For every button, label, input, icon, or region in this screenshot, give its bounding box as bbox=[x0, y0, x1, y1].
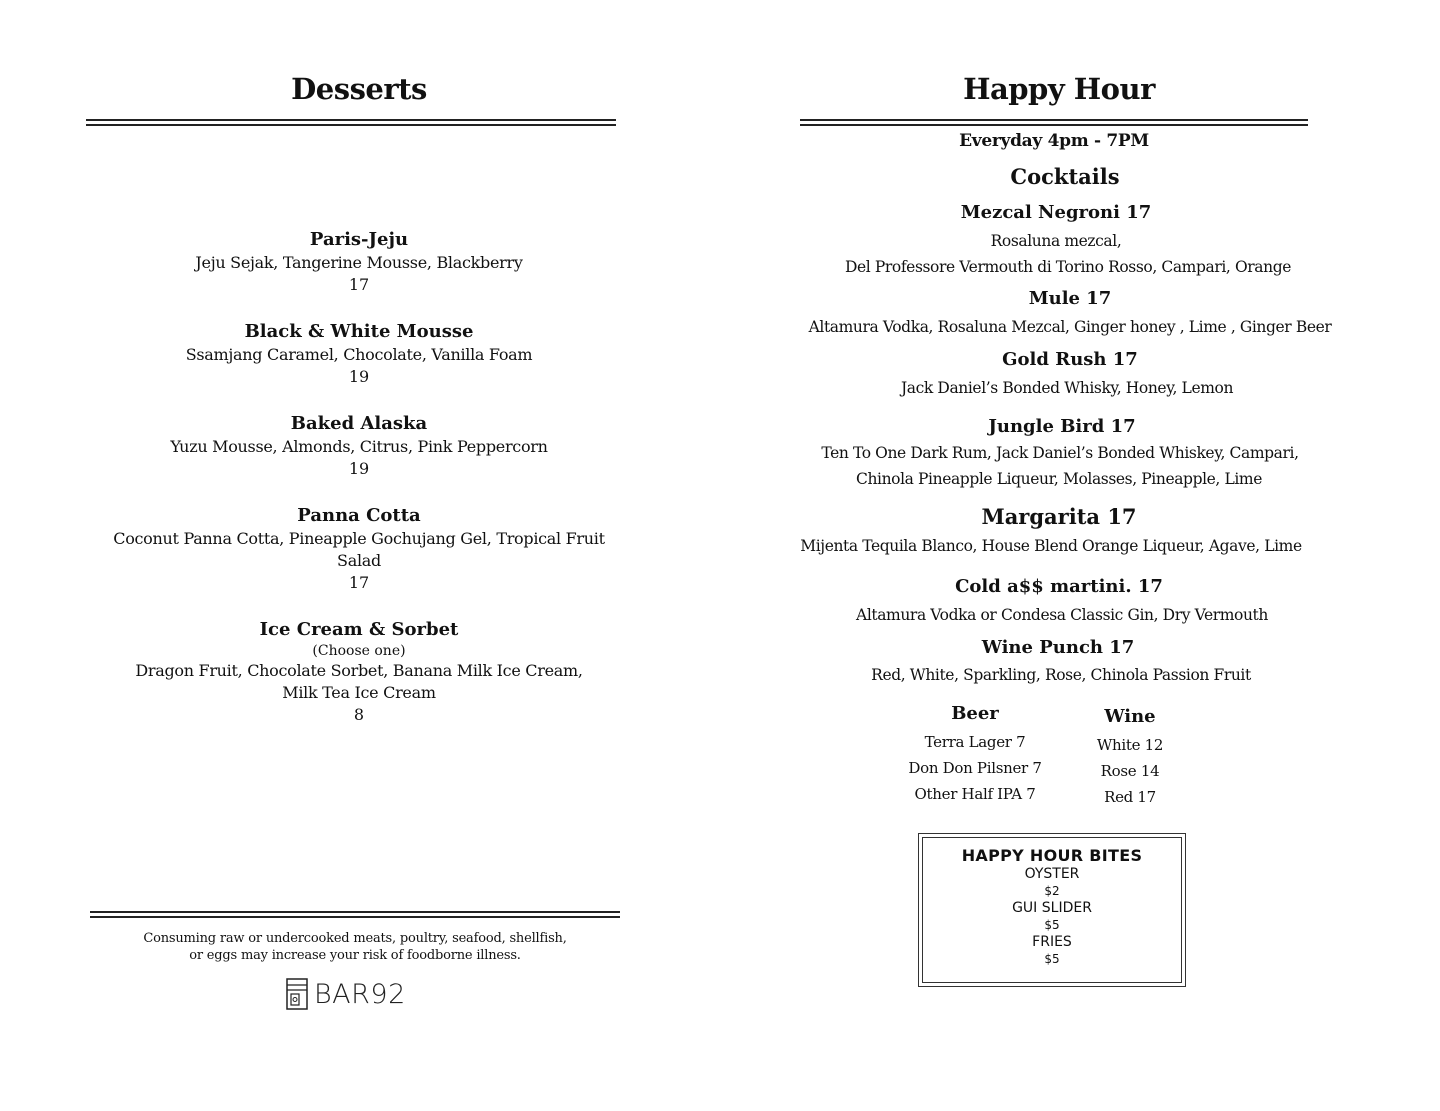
cocktail-description: Mijenta Tequila Blanco, House Blend Orange Liqueur, Agave, Lime bbox=[800, 537, 1302, 555]
happy-hour-bites-box bbox=[918, 833, 1186, 987]
wine-column bbox=[1070, 705, 1190, 810]
happy-hour-title: Happy Hour bbox=[963, 72, 1155, 106]
dessert-item bbox=[90, 412, 628, 480]
desserts-title-rule-top bbox=[86, 119, 616, 121]
happy-hour-schedule: Everyday 4pm - 7PM bbox=[959, 131, 1149, 151]
cocktail-name: Wine Punch 17 bbox=[981, 637, 1135, 658]
dessert-description: Jeju Sejak, Tangerine Mousse, Blackberry bbox=[195, 253, 523, 272]
cocktail-description: Ten To One Dark Rum, Jack Daniel’s Bonded Whiskey, Campari, bbox=[821, 444, 1299, 462]
footer-rule-bottom bbox=[90, 916, 620, 918]
wine-item: Red 17 bbox=[1104, 788, 1156, 806]
cocktail-name: Mule 17 bbox=[1028, 288, 1112, 309]
bites-title: HAPPY HOUR BITES bbox=[961, 846, 1143, 865]
cocktail-description: Altamura Vodka or Condesa Classic Gin, Dry Vermouth bbox=[856, 606, 1268, 624]
dessert-price: 8 bbox=[353, 705, 365, 724]
dessert-name: Baked Alaska bbox=[290, 413, 428, 434]
bite-name: OYSTER bbox=[1024, 866, 1080, 882]
bar92-logo bbox=[286, 977, 406, 1011]
beer-item: Other Half IPA 7 bbox=[914, 785, 1036, 803]
dessert-description: Ssamjang Caramel, Chocolate, Vanilla Foam bbox=[185, 345, 533, 364]
cocktail-description: Rosaluna mezcal, bbox=[990, 232, 1122, 250]
dessert-description: Dragon Fruit, Chocolate Sorbet, Banana Milk Ice Cream, bbox=[135, 661, 583, 680]
dessert-item bbox=[90, 618, 628, 726]
cocktail-description-line2: Del Professore Vermouth di Torino Rosso, Campari, Orange bbox=[844, 258, 1291, 276]
desserts-title-rule-bottom bbox=[86, 124, 616, 126]
beer-item: Don Don Pilsner 7 bbox=[908, 759, 1042, 777]
wine-heading: Wine bbox=[1104, 706, 1156, 727]
health-advisory-line1: Consuming raw or undercooked meats, poultry, seafood, shellfish, bbox=[143, 931, 567, 946]
cocktail-name: Gold Rush 17 bbox=[1002, 349, 1138, 370]
footer-rule-top bbox=[90, 911, 620, 913]
dessert-note: (Choose one) bbox=[312, 643, 406, 659]
cocktail-name: Cold a$$ martini. 17 bbox=[955, 576, 1163, 597]
dessert-name: Paris-Jeju bbox=[309, 229, 409, 250]
cocktail-description: Red, White, Sparkling, Rose, Chinola Passion Fruit bbox=[871, 666, 1251, 684]
bite-name: FRIES bbox=[1032, 934, 1072, 950]
dessert-item bbox=[90, 320, 628, 388]
dessert-price: 17 bbox=[348, 275, 370, 294]
dessert-description: Coconut Panna Cotta, Pineapple Gochujang Gel, Tropical Fruit Salad bbox=[113, 529, 605, 570]
beer-heading: Beer bbox=[951, 703, 999, 724]
bites-content bbox=[919, 846, 1185, 968]
dessert-price: 19 bbox=[348, 367, 370, 386]
health-advisory-line2: or eggs may increase your risk of foodborne illness. bbox=[189, 948, 521, 963]
health-advisory bbox=[90, 930, 620, 964]
cocktails-heading: Cocktails bbox=[1010, 164, 1120, 189]
logo-mark-icon bbox=[286, 978, 308, 1010]
happy-hour-title-rule-top bbox=[800, 119, 1308, 121]
bite-price: $5 bbox=[1044, 918, 1060, 932]
wine-item: Rose 14 bbox=[1100, 762, 1160, 780]
dessert-name: Ice Cream & Sorbet bbox=[259, 619, 459, 640]
cocktail-name: Margarita 17 bbox=[981, 504, 1137, 529]
dessert-description: Yuzu Mousse, Almonds, Citrus, Pink Peppercorn bbox=[170, 437, 548, 456]
logo-text: BAR92 bbox=[314, 978, 406, 1010]
wine-item: White 12 bbox=[1096, 736, 1164, 754]
dessert-name: Black & White Mousse bbox=[244, 321, 474, 342]
dessert-description-line2: Milk Tea Ice Cream bbox=[282, 683, 436, 702]
dessert-price: 19 bbox=[348, 459, 370, 478]
dessert-item bbox=[90, 504, 628, 594]
dessert-price: 17 bbox=[348, 573, 370, 592]
cocktail-description: Altamura Vodka, Rosaluna Mezcal, Ginger honey , Lime , Ginger Beer bbox=[808, 318, 1332, 336]
cocktail-name: Mezcal Negroni 17 bbox=[960, 202, 1152, 223]
cocktail-description: Jack Daniel’s Bonded Whisky, Honey, Lemon bbox=[900, 379, 1234, 397]
cocktail-description-line2: Chinola Pineapple Liqueur, Molasses, Pineapple, Lime bbox=[855, 470, 1263, 488]
happy-hour-title-rule-bottom bbox=[800, 124, 1308, 126]
desserts-list bbox=[90, 228, 628, 750]
bite-name: GUI SLIDER bbox=[1012, 900, 1092, 916]
bite-price: $2 bbox=[1044, 884, 1060, 898]
dessert-name: Panna Cotta bbox=[297, 505, 421, 526]
bite-price: $5 bbox=[1044, 952, 1060, 966]
cocktail-name: Jungle Bird 17 bbox=[988, 416, 1136, 437]
dessert-item bbox=[90, 228, 628, 296]
desserts-title: Desserts bbox=[291, 72, 427, 106]
beer-column bbox=[890, 702, 1060, 807]
beer-item: Terra Lager 7 bbox=[924, 733, 1026, 751]
